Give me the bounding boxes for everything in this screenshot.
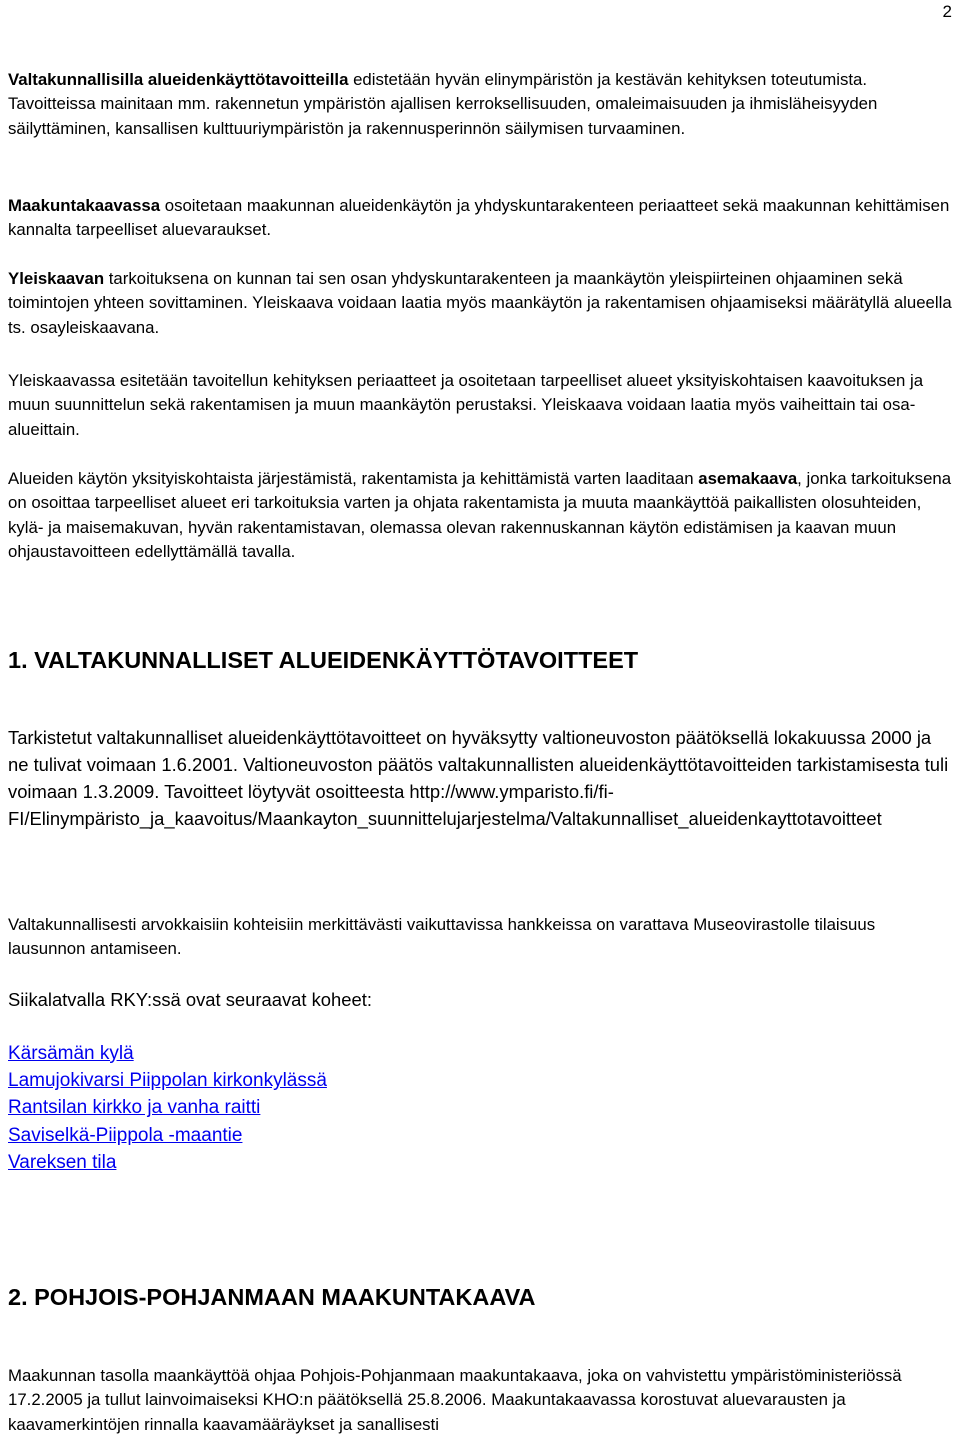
paragraph-text: tarkoituksena on kunnan tai sen osan yhdyskuntarakenteen ja maankäytön yleispiirteinen ohjaaminen sekä toimintojen yhteen sovittaminen. Yleiskaava voidaan laatia myös maankäytön ja rakentamisen ohjaamiseksi määrätyllä alueella ts. osayleiskaavana. xyxy=(8,269,952,337)
paragraph-asemakaava xyxy=(8,467,954,564)
link-saviselka-piippola[interactable]: Saviselkä-Piippola -maantie xyxy=(8,1124,243,1146)
paragraph-text: edistetään hyvän elinympäristön ja kestävän kehityksen toteutumista. Tavoitteissa mainitaan mm. rakennetun ympäristön ajallisen kerroksellisuuden, omaleimaisuuden ja ihmisläheisyyden säilyttäminen, kansallisen kulttuuriympäristön ja rakennusperinnön säilymisen turvaaminen. xyxy=(8,70,878,138)
paragraph-text: Tarkistetut valtakunnalliset alueidenkäyttötavoitteet on hyväksytty valtioneuvoston päätöksellä lokakuussa 2000 ja ne tulivat voimaan 1.6.2001. Valtioneuvoston päätös valtakunnallisten alueidenkäyttötavoitteiden tarkistamisesta tuli voimaan 1.3.2009. Tavoitteet löytyvät osoitteesta http://www.ymparisto.fi/fi-FI/Elinympäristo_ja_kaavoitus/Maankayton_suunnittelujarjestelma/Valtakunnalliset_alueidenkayttotavoitteet xyxy=(8,727,949,829)
paragraph-text: Maakunnan tasolla maankäyttöä ohjaa Pohjois-Pohjanmaan maakuntakaava, joka on vahvistettu ympäristöministeriössä 17.2.2005 ja tullut lainvoimaiseksi KHO:n päätöksellä 25.8.2006. Maakuntakaavassa korostuvat aluevarausten ja kaavamerkintöjen rinnalla kaavamääräykset ja sanallisesti xyxy=(8,1366,902,1434)
paragraph-yleiskaavassa xyxy=(8,369,954,442)
term-valtakunnallisilla: Valtakunnallisilla alueidenkäyttötavoitteilla xyxy=(8,70,349,89)
paragraph-valtakunnalliset xyxy=(8,68,954,141)
term-asemakaava: asemakaava xyxy=(698,469,798,488)
paragraph-tarkistetut xyxy=(8,724,954,832)
paragraph-yleiskaava xyxy=(8,267,954,340)
link-rantsilan-kirkko[interactable]: Rantsilan kirkko ja vanha raitti xyxy=(8,1097,261,1119)
list-item xyxy=(8,1149,327,1176)
paragraph-text: Yleiskaavassa esitetään tavoitellun kehityksen periaatteet ja osoitetaan tarpeelliset alueet yksityiskohtaisen kaavoituksen ja muun suunnittelun sekä rakentamisen ja muun maankäytön perustaksi. Yleiskaava voidaan laatia myös vaiheittain tai osa-alueittain. xyxy=(8,371,924,439)
term-maakuntakaavassa: Maakuntakaavassa xyxy=(8,196,161,215)
paragraph-text: , jonka tarkoituksena on osoittaa tarpeelliset alueet eri tarkoituksia varten ja ohjata rakentamista ja muuta maankäyttöä paikallisten olosuhteiden, kylä- ja maisemakuvan, hyvän rakentamistavan, olemassa olevan rakennuskannan käytön edistämisen ja kaavan muun ohjaustavoitteen edellyttämällä tavalla. xyxy=(8,469,952,561)
list-item xyxy=(8,1040,327,1067)
list-item xyxy=(8,1122,327,1149)
list-item xyxy=(8,1067,327,1094)
term-yleiskaavan: Yleiskaavan xyxy=(8,269,105,288)
paragraph-pohjois-pohjanmaa xyxy=(8,1364,954,1437)
link-karsaman-kyla[interactable]: Kärsämän kylä xyxy=(8,1043,134,1064)
rky-link-list xyxy=(8,1040,327,1176)
link-lamujokivarsi[interactable]: Lamujokivarsi Piippolan kirkonkylässä xyxy=(8,1070,327,1092)
paragraph-text: Alueiden käytön yksityiskohtaista järjestämistä, rakentamista ja kehittämistä varten laaditaan xyxy=(8,469,699,488)
section-heading-2: 2. POHJOIS-POHJANMAAN MAAKUNTAKAAVA xyxy=(8,1284,536,1310)
paragraph-text: Valtakunnallisesti arvokkaisiin kohteisiin merkittävästi vaikuttavissa hankkeissa on varattava Museovirastolle tilaisuus lausunnon antamiseen. xyxy=(8,915,876,959)
section-heading-1: 1. VALTAKUNNALLISET ALUEIDENKÄYTTÖTAVOITTEET xyxy=(8,647,639,673)
link-vareksen-tila[interactable]: Vareksen tila xyxy=(8,1151,117,1173)
list-item xyxy=(8,1094,327,1121)
page-number: 2 xyxy=(942,2,952,21)
paragraph-rky-intro xyxy=(8,986,954,1013)
paragraph-text: Siikalatvalla RKY:ssä ovat seuraavat koheet: xyxy=(8,989,372,1010)
paragraph-maakuntakaava xyxy=(8,194,954,243)
paragraph-text: osoitetaan maakunnan alueidenkäytön ja yhdyskuntarakenteen periaatteet sekä maakunnan kehittämisen kannalta tarpeelliset aluevaraukset. xyxy=(8,196,950,240)
paragraph-museovirasto xyxy=(8,913,954,962)
